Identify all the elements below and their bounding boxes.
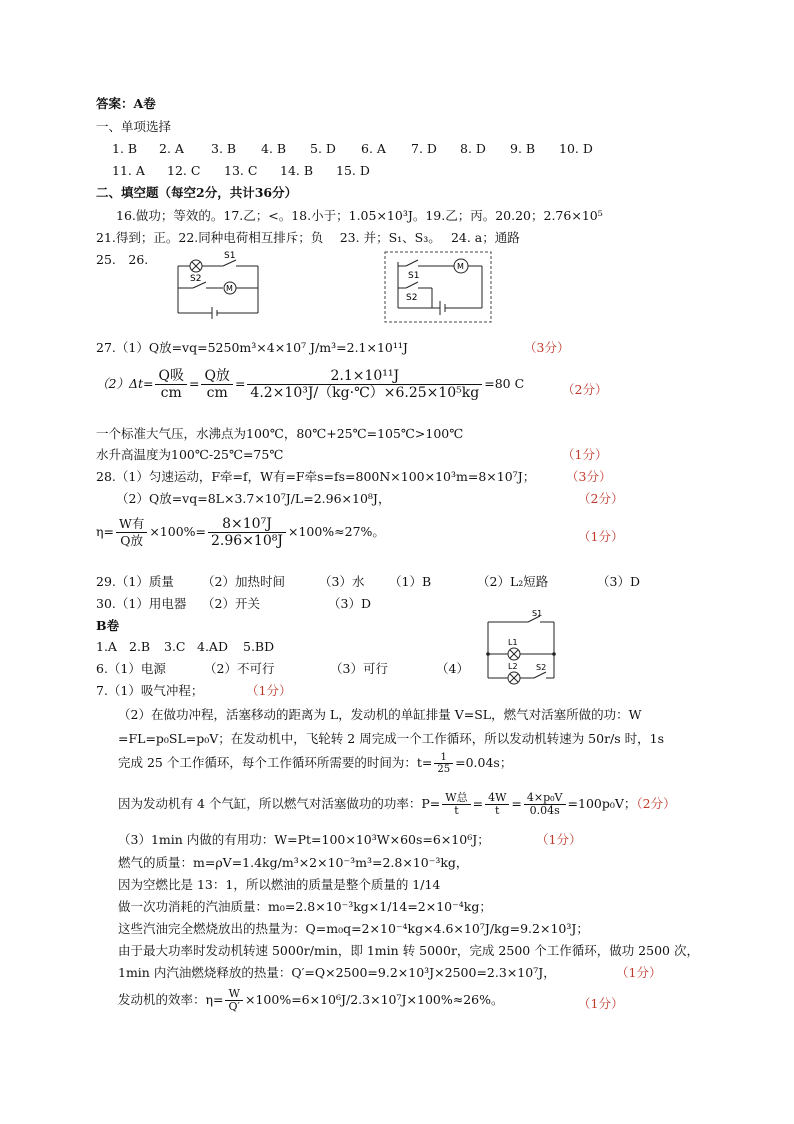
circuit-diagram-25 [168,248,268,322]
q29-part: 29.（1）质量 [96,574,174,589]
q27-score1: （3分） [524,340,570,355]
q7-1-score: （1分） [246,683,292,698]
switch-icon [406,260,418,266]
mc-row-1 [112,141,593,157]
q7-2d-tail: =100p₀V； [567,796,637,811]
q7-2b: =FL=p₀SL=p₀V；在发动机中，飞轮转 2 周完成一个工作循环，所以发动机转速为 50r/s 时，1s [118,731,665,746]
denominator: cm [206,385,228,401]
q6-part: （4） [436,661,469,676]
q27-score2: （2分） [562,382,608,397]
mc-answer: 1. B [112,141,138,156]
q7-3h-score: （1分） [578,996,624,1011]
mc-answer: 1.A [96,639,117,654]
mc-answer: 3. B [211,141,237,156]
q30-line [96,596,371,612]
q27-line3: 一个标准大气压，水沸点为100℃，80℃+25℃=105℃>100℃ [96,426,464,441]
b-q6-line [96,661,469,677]
b-mc-line [96,639,274,655]
numerator: Q吸 [155,368,186,385]
fill-21-24: 21.得到；正。22.同种电荷相互排斥；负 23. 并；S₁、S₃。 24. a；通路 [96,230,520,245]
q6-part: （3）可行 [330,661,388,676]
mc-row-2 [112,163,370,179]
q7-3d: 做一次功消耗的汽油质量：m₀=2.8×10⁻³kg×1/14=2×10⁻⁴kg； [118,899,492,914]
q30-part: （2）开关 [202,596,260,611]
denominator: 25 [437,764,451,775]
fraction [225,988,243,1013]
mc-answer: 2. A [159,141,184,156]
numerator: W总 [442,792,470,805]
q7-2d-score: （2分） [636,796,676,811]
q28-line1: 28.（1）匀速运动，F牵=f，W有=F牵s=fs=800N×100×10³m=8×10⁷J； [96,469,536,484]
circuit-diagram-b6 [478,608,564,690]
label-l1: L1 [508,638,518,647]
numerator: 2.1×10¹¹J [247,368,482,385]
mc-answer: 4.AD [197,639,228,654]
numerator: W有 [116,516,147,533]
q27-result: =80 C [484,376,525,391]
q28-line2: （2）Q放=vq=8L×3.7×10⁷J/L=2.96×10⁸J， [116,491,391,506]
label-m: M [226,284,233,293]
denominator: t [454,804,459,817]
part2-title: 二、填空题（每空2分，共计36分） [96,185,298,200]
fraction [524,792,566,817]
q7-3e: 这些汽油完全燃烧放出的热量为：Q=m₀q=2×10⁻⁴kg×4.6×10⁷J/kg=9.2×10³J； [118,921,589,936]
q7-3f: 由于最大功率时发动机转速 5000r/min，即 1min 转 5000r，完成 2500 个工作循环，做功 2500 次， [118,943,699,958]
q7-2c [118,752,512,775]
denominator: Q′ [228,1000,240,1013]
q28-score1: （3分） [566,469,612,484]
q7-2a: （2）在做功冲程，活塞移动的距离为 L，发动机的单缸排量 V=SL，燃气对活塞所做的功：W [118,707,642,722]
mc-answer: 7. D [411,141,437,156]
fraction [442,792,470,817]
label-s2: S2 [536,663,547,672]
q29-part: （2）加热时间 [202,574,285,589]
q29-part: （3）水 [319,574,365,589]
fraction [116,516,147,549]
mc-answer: 15. D [336,163,370,178]
q7-2c-tail: =0.04s； [455,755,513,770]
fraction [247,368,482,401]
mc-answer: 4. B [261,141,287,156]
numerator: W [225,988,243,1001]
part1-title: 一、单项选择 [96,119,172,134]
label-s2: S2 [190,274,202,284]
fraction [155,368,186,401]
mc-answer: 5.BD [243,639,275,654]
fraction [434,752,453,775]
q27-formula: （2）Δt= $\frac{\text{Q吸}}{cm}$ = $\frac{\text{Q放}}{cm}$ = $\frac{\text{2.1×10¹¹J}}{\text{4.2×10³J/（kg·℃）×6.25×10⁵kg}}$ =80 C [96,368,525,401]
q7-2c-text: 完成 25 个工作循环，每个工作循环所需要的时间为：t= [118,755,433,770]
q7-3h-tail: ×100%=6×10⁶J/2.3×10⁷J×100%≈26%。 [244,992,504,1007]
q30-part: 30.（1）用电器 [96,596,187,611]
mc-answer: 12. C [167,163,201,178]
label-s1: S1 [408,271,420,281]
mc-answer: 13. C [224,163,258,178]
q30-part: （3）D [328,596,371,611]
denominator: t [495,804,500,817]
q29-part: （1）B [389,574,432,589]
q7-3a-score: （1分） [536,832,582,847]
eta-tail: ×100%≈27%。 [287,524,385,539]
numerator: 4×p₀V [524,792,566,805]
q27-score3: （1分） [562,447,608,462]
numerator: 1 [434,752,453,764]
q7-3c: 因为空燃比是 13：1，所以燃油的质量是整个质量的 1/14 [118,877,441,892]
answer-title: 答案：A卷 [96,96,156,111]
q7-3a: （3）1min 内做的有用功：W=Pt=100×10³W×60s=6×10⁶J； [118,832,490,847]
circuit-diagram-26 [384,248,494,324]
label-s1: S1 [532,609,543,618]
q27-line1: 27.（1）Q放=vq=5250m³×4×10⁷ J/m³=2.1×10¹¹J [96,340,408,355]
q7-3g-score: （1分） [616,965,662,980]
mc-answer: 3.C [164,639,186,654]
numerator: 4W [485,792,509,805]
fill-16-20: 16.做功；等效的。17.乙；<。18.小于；1.05×10³J。19.乙；丙。20.20；2.76×10⁵ [116,208,603,223]
mc-answer: 14. B [280,163,314,178]
q27-line4: 水升高温度为100℃-25℃=75℃ [96,447,284,462]
q7-2d-text: 因为发动机有 4 个气缸，所以燃气对活塞做功的功率：P= [118,796,441,811]
fraction [485,792,509,817]
q29-part: （2）L₂短路 [477,574,549,589]
mc-answer: 2.B [129,639,151,654]
q27-prefix: （2）Δt= [96,376,154,391]
mc-answer: 6. A [361,141,386,156]
mc-answer: 8. D [460,141,486,156]
switch-icon [406,282,418,288]
fill-25-26: 25. 26. [96,252,149,267]
section-b-title: B卷 [96,618,120,633]
numerator: Q放 [201,368,232,385]
q28-efficiency [96,516,385,549]
q29-line [96,574,640,590]
q6-part: 6.（1）电源 [96,661,166,676]
label-s2: S2 [406,293,418,303]
label-m: M [457,262,464,271]
denominator: 0.04s [529,804,560,817]
fraction [201,368,232,401]
q7-2d: 因为发动机有 4 个气缸，所以燃气对活塞做功的功率：P= $\frac{\text{W总}}{t}$ = $\frac{4W}{t}$ = $\frac{\text{4×p₀V}}{0.04s}$ =100p₀V；（2分） [118,791,676,817]
q29-part: （3）D [597,574,640,589]
denominator: Q放 [120,533,144,548]
label-s1: S1 [224,251,236,261]
q28-score3: （1分） [578,529,624,544]
label-l2: L2 [508,662,518,671]
q28-score2: （2分） [578,491,624,506]
q6-part: （2）不可行 [204,661,275,676]
mc-answer: 5. D [310,141,336,156]
q7-1: 7.（1）吸气冲程； [96,683,204,698]
q7-3b: 燃气的质量：m=ρV=1.4kg/m³×2×10⁻³m³=2.8×10⁻³kg， [118,855,469,870]
fraction [208,516,286,549]
q7-3h [118,988,503,1013]
eta-mid: ×100%= [149,524,207,539]
numerator: 8×10⁷J [208,516,286,533]
mc-answer: 11. A [112,163,145,178]
denominator: 2.96×10⁸J [211,533,283,549]
mc-answer: 9. B [510,141,536,156]
denominator: cm [160,385,182,401]
eta-prefix: η= [96,524,114,539]
switch-icon [534,672,546,678]
mc-answer: 10. D [559,141,593,156]
denominator: 4.2×10³J/（kg·℃）×6.25×10⁵kg [250,385,480,401]
q7-3g: 1min 内汽油燃烧释放的热量：Q′=Q×2500=9.2×10³J×2500=2.3×10⁷J， [118,965,556,980]
q7-3h-prefix: 发动机的效率：η= [118,992,224,1007]
